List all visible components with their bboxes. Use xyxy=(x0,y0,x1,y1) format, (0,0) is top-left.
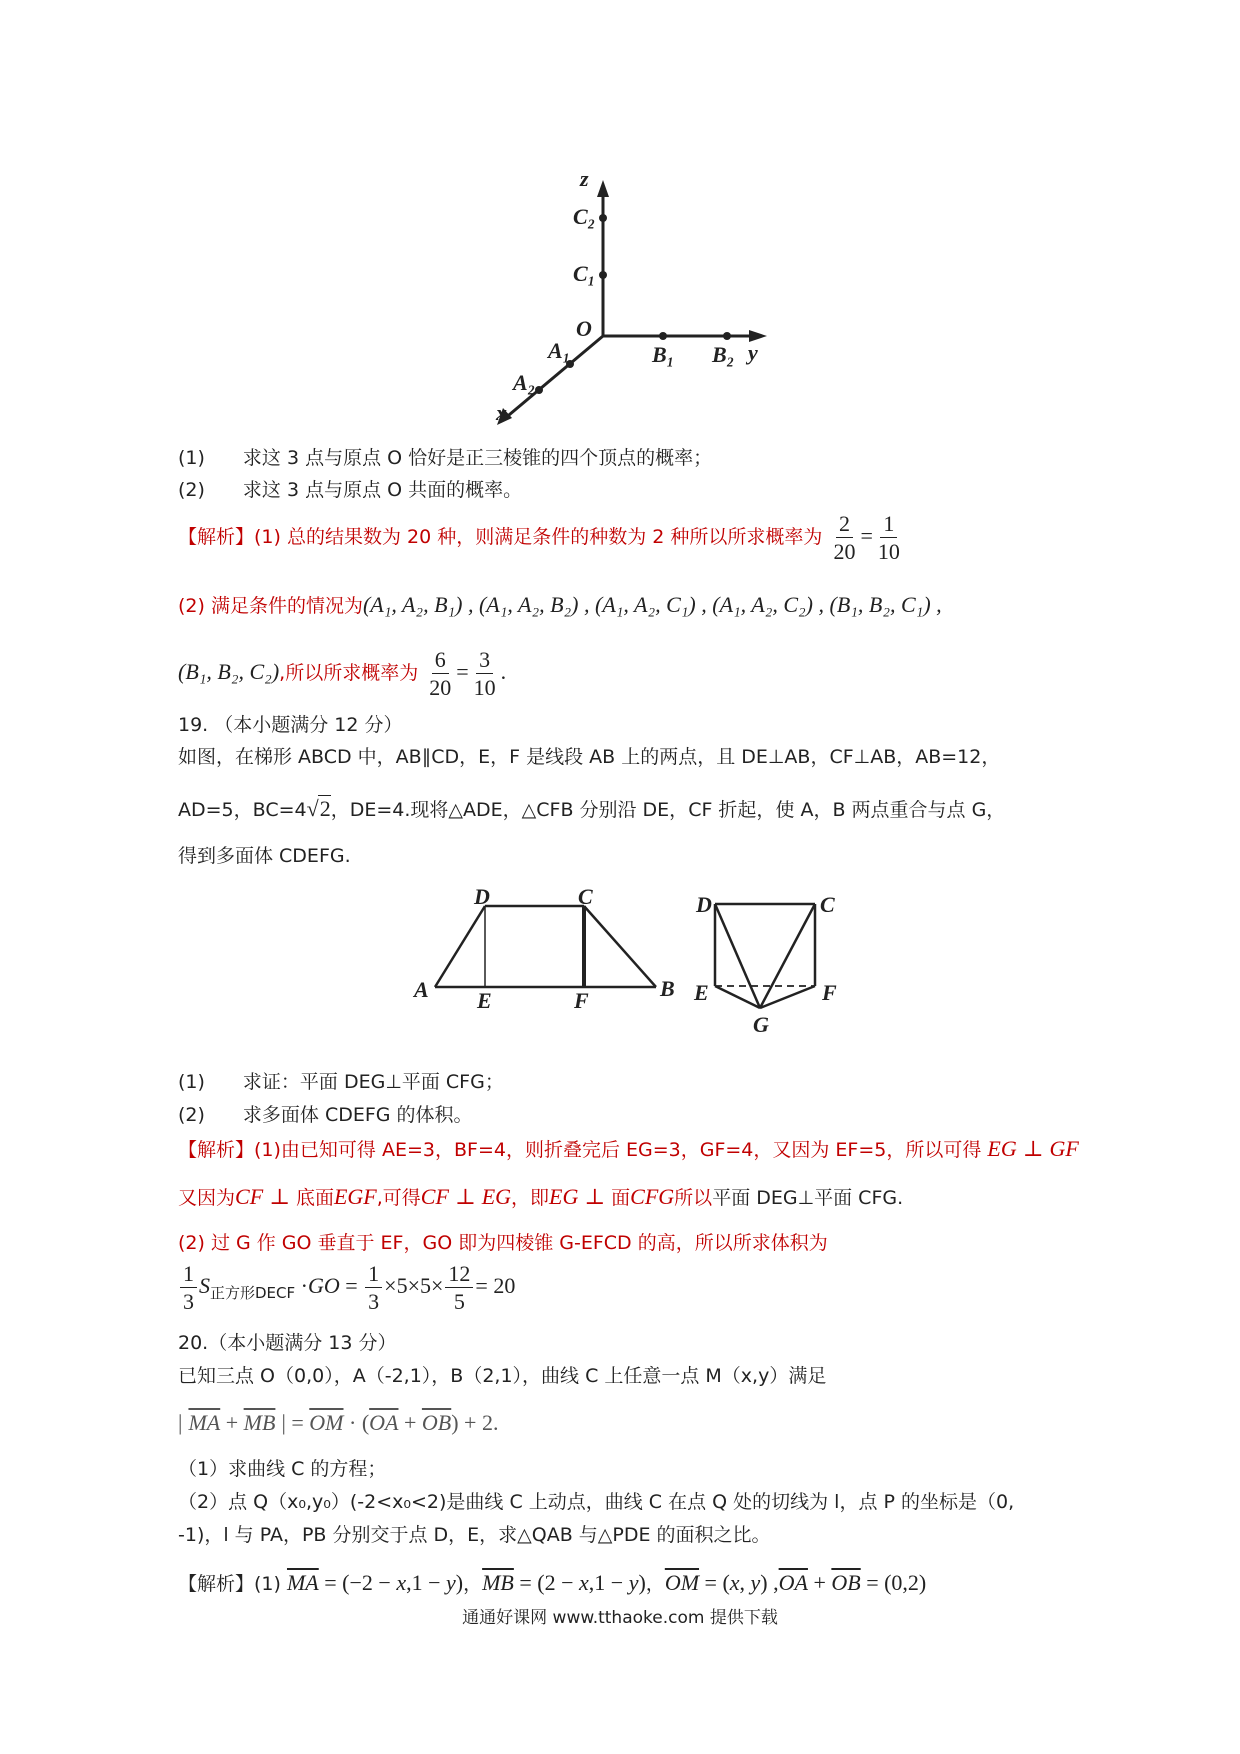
q19-q1-text: 求证：平面 DEG⊥平面 CFG； xyxy=(242,1071,504,1093)
q19-heading: 19. （本小题满分 12 分） xyxy=(178,714,403,736)
poly-label-d: D xyxy=(696,892,712,917)
q19-sol1-a: 又因为 xyxy=(178,1187,236,1209)
q20-heading: 20.（本小题满分 13 分） xyxy=(178,1332,397,1354)
q18-sol2-tail: ,所以所求概率为 xyxy=(279,662,419,685)
q19-sol1-b: 底面 xyxy=(295,1187,334,1209)
q20-sol-prefix: (1) xyxy=(254,1573,281,1595)
volume-subscript: 正方形DECF xyxy=(210,1284,296,1303)
fraction-1-3-b: $\frac{1}{3}$ xyxy=(365,1262,382,1313)
q18-number-1: (1) xyxy=(178,447,205,469)
trapezoid-polyhedron-figure xyxy=(0,880,1240,1060)
q18-solution-2-cont: (B₁, B₂, C₂),所以所求概率为 $\frac{6}{20}$ = $\frac{3}{10}$ . xyxy=(178,647,507,701)
trap-label-c: C xyxy=(578,884,593,909)
axis-label-y: y xyxy=(748,340,758,365)
q18-number-2: (2) xyxy=(178,479,205,501)
trap-label-b: B xyxy=(660,976,675,1001)
q19-subquestion-1 xyxy=(178,1071,504,1094)
q19-stem-line2-a: AD=5，BC=4 xyxy=(178,799,307,821)
q18-sol2-last-set: (B₁, B₂, C₂) xyxy=(178,659,280,685)
q18-q2-text: 求这 3 点与原点 O 共面的概率。 xyxy=(242,479,523,501)
q20-condition-formula: | $\overline{MA} + \overline{MB}$ | = $\overline{OM} \cdot (\overline{OA} + \overline{OB}) + 2$. xyxy=(178,1410,499,1435)
q19-sol1-f: 所以 xyxy=(674,1187,713,1209)
q19-subquestion-2 xyxy=(178,1104,473,1127)
q18-solution-1: 【解析】(1) 总的结果数为 20 种，则满足条件的种数为 2 种所以所求概率为 $\frac{2}{20}$ = $\frac{1}{10}$ xyxy=(178,512,905,563)
poly-label-c: C xyxy=(820,892,835,917)
q18-subquestion-1 xyxy=(178,447,712,470)
q20-solution: 【解析】(1) $\overline{MA} = (-2 - x,1 - y)$，$\overline{MB} = (2 - x,1 - y)$，$\overline{OM} = (x$, y) $,\overline{OA} + \overline{OB} = (0,2)$ xyxy=(178,1570,927,1595)
fraction-12-5: $\frac{12}{5}$ xyxy=(445,1262,473,1313)
axis-label-z: z xyxy=(580,166,589,191)
q18-sol2-text: (2) 满足条件的情况为 xyxy=(178,595,363,617)
point-label-a2: A₂ xyxy=(513,370,536,395)
q20-stem-line1: 已知三点 O（0,0），A（-2,1），B（2,1），曲线 C 上任意一点 M（x,y）满足 xyxy=(178,1365,827,1387)
q19-sol1-e: 面 xyxy=(611,1187,631,1209)
fraction-1-10: $\frac{1}{10}$ xyxy=(877,511,900,565)
volume-result: = 20 xyxy=(475,1273,516,1299)
q19-sol1-text: (1)由已知可得 AE=3，BF=4，则折叠完后 EG=3，GF=4，又因为 EF=5，所以可得 xyxy=(254,1139,982,1161)
q19-solution-1: 【解析】(1)由已知可得 AE=3，BF=4，则折叠完后 EG=3，GF=4，又因为 EF=5，所以可得 EG ⊥ GF xyxy=(178,1136,1079,1161)
q19-q2-text: 求多面体 CDEFG 的体积。 xyxy=(242,1104,473,1126)
q19-stem-line2 xyxy=(178,795,1005,822)
fraction-1-3: $\frac{1}{3}$ xyxy=(180,1262,197,1313)
q18-sol2-sets: (A₁, A₂, B₁) , (A₁, A₂, B₂) , (A₁, A₂, C₁) , (A₁, A₂, C₂) , (B₁, B₂, C₁) , xyxy=(362,592,942,617)
sqrt-2: √2 xyxy=(306,796,331,821)
trap-label-e: E xyxy=(477,988,492,1013)
q19-solution-1-cont: 又因为CF ⊥ 底面EGF,可得CF ⊥ EG，即EG ⊥ 面CFG所以平面 DEG⊥平面 CFG. xyxy=(178,1184,904,1209)
q19-stem-line3: 得到多面体 CDEFG. xyxy=(178,845,351,867)
poly-label-f: F xyxy=(822,980,837,1005)
q18-subquestion-2 xyxy=(178,479,522,502)
point-label-c2: C₂ xyxy=(573,204,596,229)
trap-label-d: D xyxy=(474,884,490,909)
q19-solution-2: (2) 过 G 作 GO 垂直于 EF，GO 即为四棱锥 G-EFCD 的高，所以所求体积为 xyxy=(178,1232,828,1254)
q18-solution-2 xyxy=(178,592,942,618)
fraction-6-20: $\frac{6}{20}$ xyxy=(429,647,452,701)
q20-subquestion-2-line2: -1)，l 与 PA，PB 分别交于点 D，E，求△QAB 与△PDE 的面积之比。 xyxy=(178,1524,771,1546)
q19-number-1: (1) xyxy=(178,1071,205,1093)
q20-subquestion-2-line1: （2）点 Q（x₀,y₀）(-2<x₀<2)是曲线 C 上动点，曲线 C 在点 Q 处的切线为 l，点 P 的坐标是（0, xyxy=(178,1491,1015,1513)
page-footer: 通通好课网 www.tthaoke.com 提供下载 xyxy=(462,1608,778,1628)
solution-label: 【解析】 xyxy=(178,1573,255,1595)
q19-stem-line2-b: ，DE=4.现将△ADE，△CFB 分别沿 DE，CF 折起，使 A，B 两点重合与点 G， xyxy=(330,799,1006,821)
q20-subquestion-1: （1）求曲线 C 的方程； xyxy=(178,1458,387,1480)
q19-sol1-g: 平面 DEG⊥平面 CFG. xyxy=(712,1187,904,1209)
poly-label-e: E xyxy=(694,980,709,1005)
q19-volume-formula: $\frac{1}{3}$ $S_{正方形DECF} \cdot GO$ = $\frac{1}{3}$ ×5×5× $\frac{12}{5}$ = 20 xyxy=(178,1262,515,1313)
trap-label-f: F xyxy=(574,988,589,1013)
trap-label-a: A xyxy=(414,977,429,1002)
q19-sol1-d: ，即 xyxy=(511,1187,550,1209)
poly-label-g: G xyxy=(753,1012,769,1037)
point-label-a1: A₁ xyxy=(548,338,571,363)
axis-label-x: x xyxy=(496,400,507,425)
q19-number-2: (2) xyxy=(178,1104,205,1126)
point-label-b2: B₂ xyxy=(712,342,735,367)
point-label-b1: B₁ xyxy=(652,342,675,367)
fraction-3-10: $\frac{3}{10}$ xyxy=(473,647,496,701)
point-label-c1: C₁ xyxy=(573,261,596,286)
solution-label: 【解析】 xyxy=(178,526,255,549)
q18-sol1-text: (1) 总的结果数为 20 种，则满足条件的种数为 2 种所以所求概率为 xyxy=(254,526,823,549)
q19-sol1-c: ,可得 xyxy=(376,1187,421,1209)
point-label-o: O xyxy=(576,316,592,341)
coordinate-axes-figure xyxy=(0,0,1240,440)
q19-stem-line1: 如图，在梯形 ABCD 中，AB∥CD，E，F 是线段 AB 上的两点，且 DE⊥AB，CF⊥AB，AB=12， xyxy=(178,746,1001,768)
solution-label: 【解析】 xyxy=(178,1139,255,1161)
q18-q1-text: 求这 3 点与原点 O 恰好是正三棱锥的四个顶点的概率； xyxy=(242,447,713,469)
fraction-2-20: $\frac{2}{20}$ xyxy=(833,511,856,565)
